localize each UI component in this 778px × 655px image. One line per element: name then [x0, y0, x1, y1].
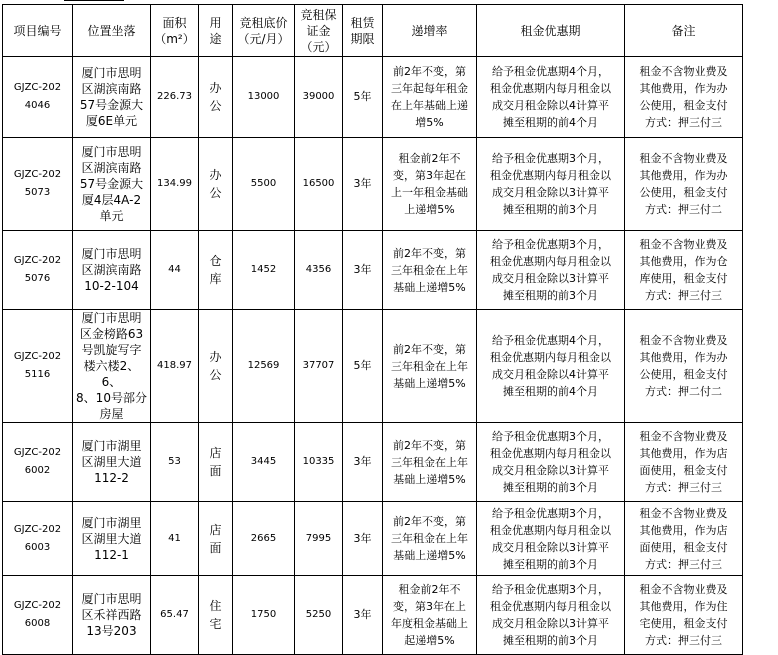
location-text: 厦门市思明 区湖滨南路 10-2-104	[81, 247, 142, 293]
cell-term	[343, 310, 383, 423]
cell-location	[73, 502, 151, 576]
cell-discount	[477, 423, 625, 502]
header-base-price: 竞租底价 （元/月）	[233, 5, 295, 57]
header-location: 位置坐落	[73, 5, 151, 57]
increase-text: 前2年不变，第 三年租金在上年 基础上递增5%	[391, 515, 468, 562]
deposit-text: 5250	[305, 609, 332, 620]
remark-text: 租金不含物业费及 其他费用，作为店 面使用，租金支付 方式：押三付三	[639, 506, 728, 571]
area-text: 226.73	[157, 91, 192, 102]
cell-remark	[625, 231, 743, 310]
term-text: 3年	[353, 263, 372, 276]
location-text: 厦门市思明 区湖滨南路 57号金源大 厦6E单元	[79, 66, 144, 128]
cell-term	[343, 138, 383, 231]
remark-text: 租金不含物业费及 其他费用，作为办 公使用，租金支付 方式：押三付二	[639, 152, 728, 216]
area-text: 65.47	[160, 609, 189, 620]
cell-discount	[477, 57, 625, 138]
base-price-text: 13000	[247, 91, 280, 102]
table-body	[3, 57, 743, 655]
code-text: GJZC-202 6003	[13, 523, 62, 553]
cell-increase	[383, 423, 477, 502]
remark-text: 租金不含物业费及 其他费用，作为住 宅使用，租金支付 方式：押三付三	[639, 583, 728, 647]
cell-code	[3, 502, 73, 576]
cell-term	[343, 231, 383, 310]
base-price-text: 2665	[250, 532, 277, 544]
cell-remark	[625, 57, 743, 138]
cell-remark	[625, 502, 743, 576]
table-row	[3, 138, 743, 231]
table-row	[3, 502, 743, 576]
cell-area	[151, 502, 199, 576]
header-area: 面积 （m²）	[151, 5, 199, 57]
cell-deposit	[295, 576, 343, 655]
location-text: 厦门市思明 区湖滨南路 57号金源大 厦4层4A-2 单元	[79, 145, 144, 223]
term-text: 5年	[353, 90, 372, 103]
deposit-text: 7995	[305, 532, 332, 544]
cell-remark	[625, 576, 743, 655]
cell-code	[3, 231, 73, 310]
area-text: 418.97	[157, 360, 192, 371]
cell-location	[73, 310, 151, 423]
deposit-text: 37707	[302, 360, 335, 371]
header-use: 用 途	[199, 5, 233, 57]
use-text: 住 宅	[209, 599, 222, 631]
cell-term	[343, 576, 383, 655]
increase-text: 租金前2年不 变，第3年在上 年度租金基础上 起递增5%	[391, 583, 468, 647]
use-text: 店 面	[209, 522, 222, 555]
base-price-text: 3445	[250, 456, 277, 467]
discount-text: 给予租金优惠期3个月， 租金优惠期内每月租金以 成交月租金除以3计算平 摊至租期的前3个月	[490, 583, 611, 647]
remark-text: 租金不含物业费及 其他费用，作为办 公使用，租金支付 方式：押二付二	[639, 334, 728, 398]
base-price-text: 5500	[250, 178, 277, 189]
deposit-text: 10335	[302, 456, 335, 467]
cell-increase	[383, 231, 477, 310]
cell-base-price	[233, 310, 295, 423]
discount-text: 给予租金优惠期3个月， 租金优惠期内每月租金以 成交月租金除以3计算平 摊至租期的前3个月	[490, 430, 611, 494]
table-row	[3, 57, 743, 138]
remark-text: 租金不含物业费及 其他费用，作为店 面使用，租金支付 方式：押三付三	[639, 430, 728, 494]
cell-deposit	[295, 310, 343, 423]
term-text: 3年	[353, 608, 372, 621]
deposit-text: 39000	[302, 91, 335, 102]
cell-deposit	[295, 231, 343, 310]
cell-increase	[383, 138, 477, 231]
cell-code	[3, 576, 73, 655]
increase-text: 前2年不变，第 三年租金在上年 基础上递增5%	[391, 342, 468, 390]
base-price-text: 1750	[250, 609, 277, 620]
cell-area	[151, 423, 199, 502]
code-text: GJZC-202 5076	[13, 255, 62, 284]
cell-area	[151, 576, 199, 655]
increase-text: 前2年不变，第 三年租金在上年 基础上递增5%	[391, 246, 468, 294]
cell-term	[343, 423, 383, 502]
cell-use	[199, 423, 233, 502]
cell-area	[151, 310, 199, 423]
cell-increase	[383, 576, 477, 655]
cell-base-price	[233, 423, 295, 502]
discount-text: 给予租金优惠期3个月， 租金优惠期内每月租金以 成交月租金除以3计算平 摊至租期的前3个月	[490, 152, 611, 216]
cell-term	[343, 502, 383, 576]
area-text: 134.99	[157, 178, 192, 189]
base-price-text: 1452	[250, 264, 277, 275]
location-text: 厦门市湖里 区湖里大道 112-1	[81, 515, 142, 562]
discount-text: 给予租金优惠期4个月， 租金优惠期内每月租金以 成交月租金除以4计算平 摊至租期的前4个月	[490, 334, 611, 398]
cell-discount	[477, 231, 625, 310]
discount-text: 给予租金优惠期3个月， 租金优惠期内每月租金以 成交月租金除以3计算平 摊至租期的前3个月	[490, 238, 611, 302]
term-text: 3年	[353, 531, 372, 545]
use-text: 仓 库	[209, 254, 222, 286]
cell-deposit	[295, 57, 343, 138]
deposit-text: 16500	[302, 178, 335, 189]
area-text: 53	[168, 456, 181, 467]
cell-base-price	[233, 138, 295, 231]
cell-code	[3, 57, 73, 138]
location-text: 厦门市湖里 区湖里大道 112-2	[81, 439, 142, 485]
cell-increase	[383, 57, 477, 138]
table-row	[3, 231, 743, 310]
cell-remark	[625, 138, 743, 231]
cell-term	[343, 57, 383, 138]
header-discount: 租金优惠期	[477, 5, 625, 57]
code-text: GJZC-202 5116	[13, 351, 62, 380]
cell-use	[199, 231, 233, 310]
header-deposit: 竞租保 证金 （元）	[295, 5, 343, 57]
cell-base-price	[233, 231, 295, 310]
cell-code	[3, 138, 73, 231]
increase-text: 前2年不变，第 三年租金在上年 基础上递增5%	[391, 438, 468, 486]
remark-text: 租金不含物业费及 其他费用，作为仓 库使用，租金支付 方式：押三付三	[639, 238, 728, 302]
lease-listing-table	[2, 4, 743, 655]
cell-location	[73, 138, 151, 231]
discount-text: 给予租金优惠期3个月， 租金优惠期内每月租金以 成交月租金除以3计算平 摊至租期的前3个月	[490, 506, 611, 571]
term-text: 5年	[353, 359, 372, 372]
term-text: 3年	[353, 177, 372, 190]
code-text: GJZC-202 4046	[13, 82, 62, 111]
increase-text: 前2年不变，第 三年起每年租金 在上年基础上递 增5%	[391, 65, 468, 129]
cell-remark	[625, 310, 743, 423]
cell-location	[73, 576, 151, 655]
area-text: 44	[168, 264, 181, 275]
header-term: 租赁 期限	[343, 5, 383, 57]
cell-location	[73, 423, 151, 502]
use-text: 店 面	[209, 446, 222, 478]
table-row	[3, 310, 743, 423]
code-text: GJZC-202 6002	[13, 447, 62, 476]
table-header-row	[3, 5, 743, 57]
cell-deposit	[295, 423, 343, 502]
cell-code	[3, 310, 73, 423]
term-text: 3年	[353, 455, 372, 468]
cell-area	[151, 57, 199, 138]
cell-use	[199, 138, 233, 231]
cell-increase	[383, 310, 477, 423]
cell-remark	[625, 423, 743, 502]
use-text: 办 公	[209, 350, 222, 382]
location-text: 厦门市思明 区金榜路63 号凯旋写字 楼六楼2、6、 8、10号部分 房屋	[76, 311, 147, 421]
cell-area	[151, 231, 199, 310]
increase-text: 租金前2年不 变，第3年起在 上一年租金基础 上递增5%	[391, 152, 468, 216]
cell-use	[199, 502, 233, 576]
table-row	[3, 423, 743, 502]
cell-discount	[477, 310, 625, 423]
header-code: 项目编号	[3, 5, 73, 57]
base-price-text: 12569	[247, 360, 280, 371]
discount-text: 给予租金优惠期4个月， 租金优惠期内每月租金以 成交月租金除以4计算平 摊至租期的前4个月	[490, 65, 611, 129]
cell-deposit	[295, 502, 343, 576]
cell-base-price	[233, 502, 295, 576]
cell-area	[151, 138, 199, 231]
header-remark: 备注	[625, 5, 743, 57]
use-text: 办 公	[209, 81, 222, 113]
cell-increase	[383, 502, 477, 576]
deposit-text: 4356	[305, 264, 332, 275]
area-text: 41	[168, 532, 181, 544]
cell-deposit	[295, 138, 343, 231]
cell-location	[73, 231, 151, 310]
header-increase: 递增率	[383, 5, 477, 57]
code-text: GJZC-202 5073	[13, 169, 62, 198]
location-text: 厦门市思明 区禾祥西路 13号203	[81, 592, 142, 638]
cell-use	[199, 576, 233, 655]
table-row	[3, 576, 743, 655]
cell-discount	[477, 576, 625, 655]
cell-code	[3, 423, 73, 502]
cell-base-price	[233, 57, 295, 138]
cell-discount	[477, 138, 625, 231]
cell-use	[199, 310, 233, 423]
code-text: GJZC-202 6008	[13, 600, 62, 629]
remark-text: 租金不含物业费及 其他费用，作为办 公使用，租金支付 方式：押三付三	[639, 65, 728, 129]
cell-use	[199, 57, 233, 138]
cell-discount	[477, 502, 625, 576]
cell-location	[73, 57, 151, 138]
use-text: 办 公	[209, 168, 222, 200]
cell-base-price	[233, 576, 295, 655]
